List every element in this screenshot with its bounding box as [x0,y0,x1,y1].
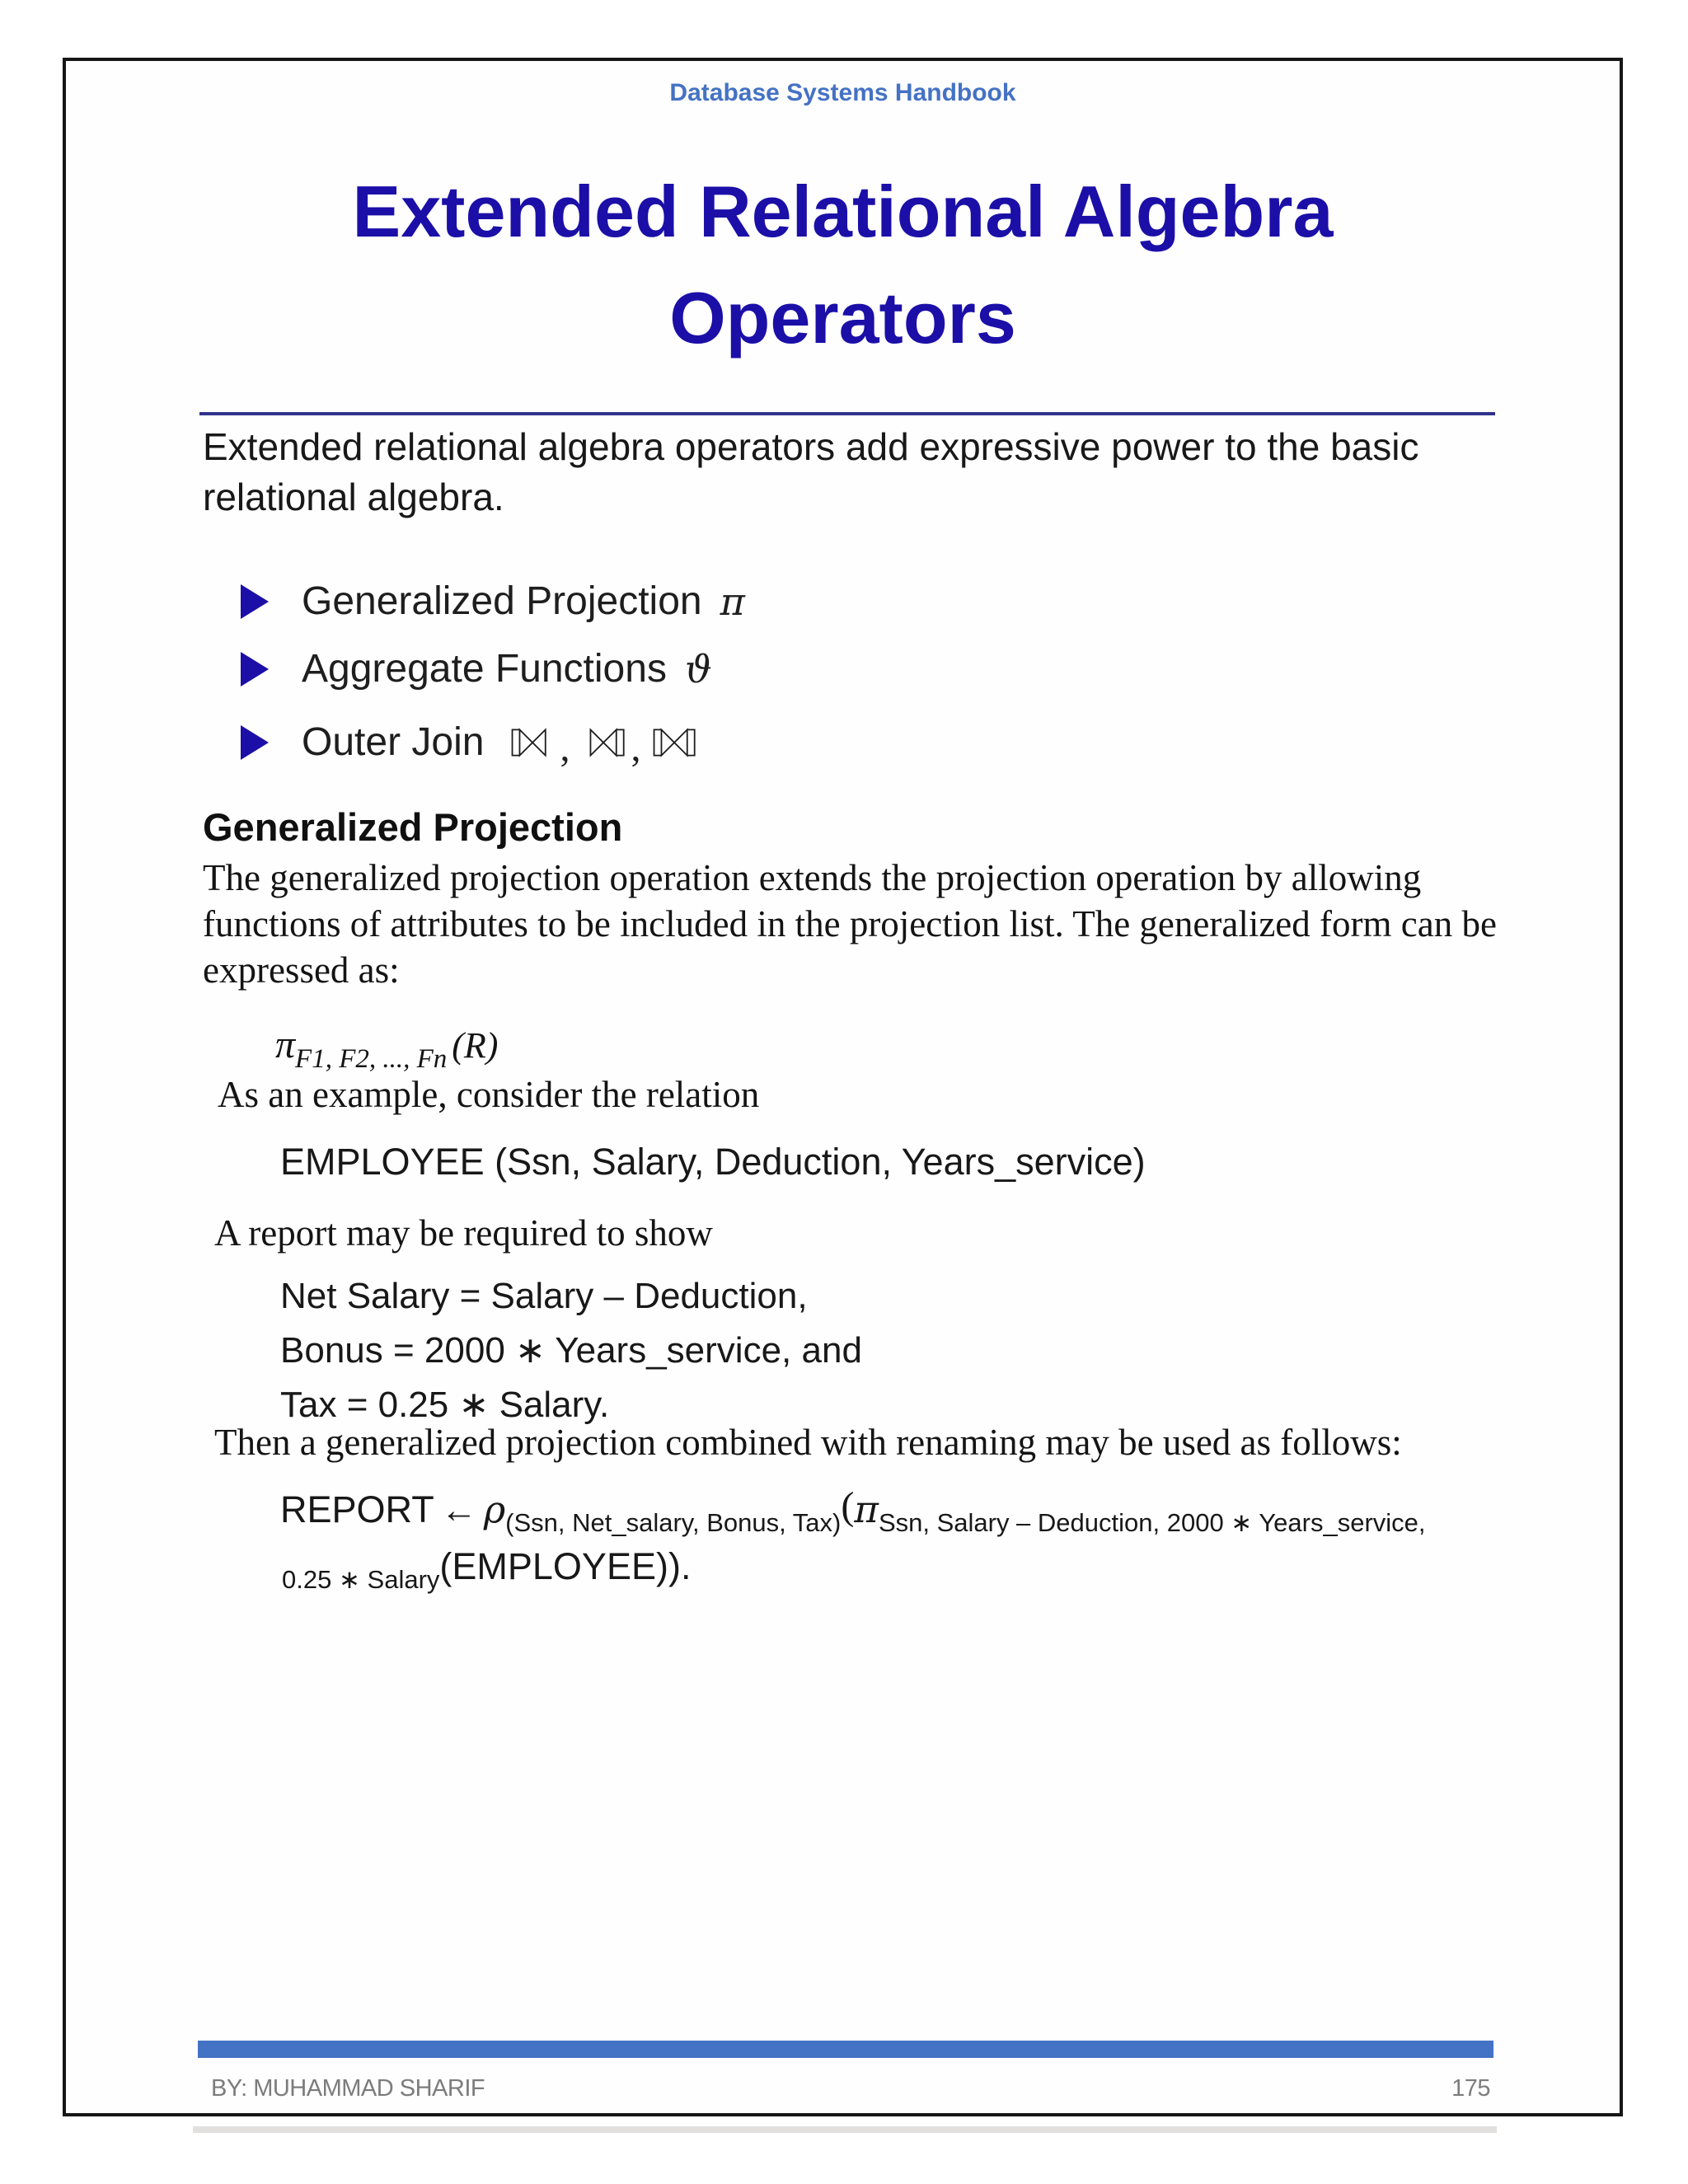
theta-symbol: ϑ [684,646,712,691]
triangle-bullet-icon [241,584,269,619]
relation-schema: EMPLOYEE (Ssn, Salary, Deduction, Years_service) [280,1141,1146,1183]
list-item [241,579,745,624]
section-paragraph: The generalized projection operation extends the projection operation by allowing functions of attributes to be included in the projection list. The generalized form can be expressed as: [203,857,1497,991]
bullet-label: Aggregate Functions [302,647,667,691]
rho-operator: ρ [483,1488,506,1531]
footer-author: BY: MUHAMMAD SHARIF [211,2075,485,2102]
statement-bonus: Bonus = 2000 ∗ Years_service, and [280,1330,862,1371]
then-paragraph: Then a generalized projection combined with renaming may be used as follows: [214,1422,1402,1463]
pi-symbol: π [720,579,745,624]
list-item [241,646,745,691]
footer-accent-bar [198,2041,1493,2058]
pi-operator: π [275,1023,296,1066]
rho-subscript: (Ssn, Net_salary, Bonus, Tax) [505,1508,842,1537]
formula-close: (EMPLOYEE)). [439,1544,692,1587]
bullet-label: Generalized Projection [302,579,702,623]
section-heading: Generalized Projection [203,805,623,849]
footer-page-number: 175 [1451,2075,1490,2102]
comma: , [631,726,641,770]
report-name: REPORT [280,1488,434,1530]
open-paren: ( [841,1484,855,1528]
report-intro-text: A report may be required to show [214,1212,713,1254]
join-symbols [505,714,700,771]
next-page-edge [193,2126,1497,2133]
page-footer [211,2075,1490,2102]
pi-subscript: Ssn, Salary – Deduction, 2000 ∗ Years_service, [878,1508,1426,1537]
page-title [66,158,1620,372]
bullet-list [241,579,745,793]
left-arrow-symbol: ← [440,1490,477,1530]
document-page [63,58,1623,2116]
pi-subscript-continued: 0.25 ∗ Salary [282,1564,440,1594]
pi-subscript: F1, F2, ..., Fn [295,1044,448,1074]
generalized-projection-formula [275,1022,499,1074]
comma: , [560,726,570,770]
list-item [241,714,745,771]
statement-tax: Tax = 0.25 ∗ Salary. [280,1385,610,1425]
derived-attribute-list [280,1276,862,1438]
report-formula-line1 [280,1483,1566,1537]
document-header: Database Systems Handbook [669,79,1016,106]
formula-argument: (R) [452,1025,499,1066]
report-formula-line2 [282,1542,1566,1592]
intro-paragraph: Extended relational algebra operators add expressive power to the basic relational algebra. [203,425,1419,518]
example-intro-text: As an example, consider the relation [218,1074,760,1115]
bullet-label: Outer Join [302,720,485,764]
page-title-line1: Extended Relational Algebra [352,171,1334,252]
pi-operator: π [854,1488,879,1531]
left-outer-join-icon [509,727,555,758]
right-outer-join-icon [579,727,626,758]
triangle-bullet-icon [241,652,269,687]
full-outer-join-icon [650,727,696,758]
page-title-line2: Operators [669,277,1016,359]
triangle-bullet-icon [241,725,269,760]
report-formula [280,1483,1566,1592]
statement-net-salary: Net Salary = Salary – Deduction, [280,1276,808,1316]
title-rule [199,412,1495,415]
